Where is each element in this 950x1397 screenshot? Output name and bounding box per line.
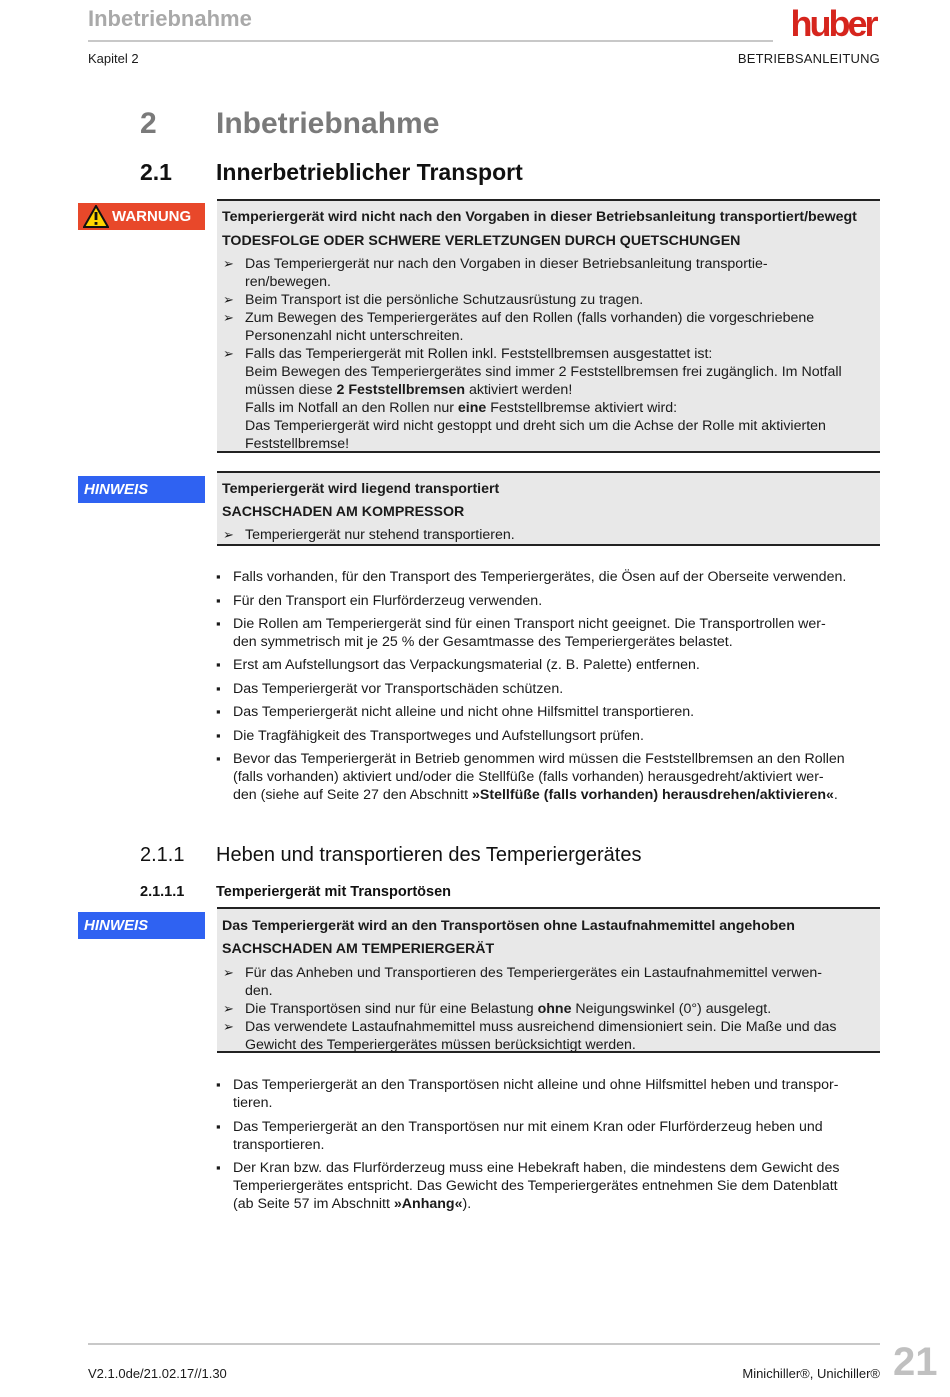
bullet-4-text: Erst am Aufstellungsort das Verpackungsmaterial (z. B. Palette) entfernen. xyxy=(233,657,700,673)
cross-reference-link[interactable]: »Anhang« xyxy=(393,1196,463,1212)
hinweis-2-item-1-line-2: den. xyxy=(245,983,273,999)
footer-version: V2.1.0de/21.02.17//1.30 xyxy=(88,1366,227,1381)
chapter-title: Inbetriebnahme xyxy=(216,107,440,140)
hinweis-box-1 xyxy=(217,471,880,546)
arrow-icon: ➢ xyxy=(223,1001,234,1016)
hinweis-2-item-3-line-2: Gewicht des Temperiergerätes müssen berücksichtigt werden. xyxy=(245,1037,636,1053)
section-title: Innerbetrieblicher Transport xyxy=(216,159,523,185)
header-divider xyxy=(88,40,773,42)
chapter-number: 2 xyxy=(140,107,157,140)
warning-item-4-line-2: Beim Bewegen des Temperiergerätes sind immer 2 Feststellbremsen frei zugänglich. Im Notfall xyxy=(245,364,842,380)
bullet-icon: ▪ xyxy=(216,1077,221,1092)
warning-label xyxy=(78,203,205,230)
bullet-6-text: Das Temperiergerät nicht alleine und nicht ohne Hilfsmittel transportieren. xyxy=(233,704,695,720)
cross-reference-link[interactable]: »Stellfüße (falls vorhanden) herausdrehen/aktivieren« xyxy=(472,787,834,803)
bullet-icon: ▪ xyxy=(216,681,221,696)
arrow-icon: ➢ xyxy=(223,310,234,325)
arrow-icon: ➢ xyxy=(223,346,234,361)
page-number: 21 xyxy=(893,1340,938,1384)
warning-item-3-line-1: Zum Bewegen des Temperiergerätes auf den Rollen (falls vorhanden) die vorgeschriebene xyxy=(245,310,815,326)
footer-divider xyxy=(88,1343,880,1345)
bullet-8-line-1: Bevor das Temperiergerät in Betrieb genommen wird müssen die Feststellbremsen an den Rollen xyxy=(233,751,845,767)
bullet-icon: ▪ xyxy=(216,704,221,719)
hinweis-2-consequence: SACHSCHADEN AM TEMPERIERGERÄT xyxy=(222,941,495,957)
warning-item-2: Beim Transport ist die persönliche Schutzausrüstung zu tragen. xyxy=(245,292,644,308)
hinweis-2-item-1-line-1: Für das Anheben und Transportieren des Temperiergerätes ein Lastaufnahmemittel verwen- xyxy=(245,965,823,981)
bullet-icon: ▪ xyxy=(216,1160,221,1175)
bullet-icon: ▪ xyxy=(216,657,221,672)
hinweis-2-item-2: Die Transportösen sind nur für eine Belastung ohne Neigungswinkel (0°) ausgelegt. xyxy=(245,1001,772,1017)
hinweis-label-text: HINWEIS xyxy=(84,481,149,498)
bullet-2-3-line-2: Temperiergerätes entspricht. Das Gewicht des Temperiergerätes entnehmen Sie dem Datenblatt xyxy=(233,1178,838,1194)
warning-label-text: WARNUNG xyxy=(112,208,192,225)
bullet-3-line-2: den symmetrisch mit je 25 % der Gesamtmasse des Temperiergerätes belastet. xyxy=(233,634,733,650)
subsubsection-number: 2.1.1.1 xyxy=(140,884,185,900)
bullet-2-2-line-1: Das Temperiergerät an den Transportösen nur mit einem Kran oder Flurförderzeug heben und xyxy=(233,1119,823,1135)
warning-item-4-line-3: müssen diese 2 Feststellbremsen aktiviert werden! xyxy=(245,382,573,398)
arrow-icon: ➢ xyxy=(223,292,234,307)
bullet-2-2-line-2: transportieren. xyxy=(233,1137,325,1153)
bullet-icon: ▪ xyxy=(216,728,221,743)
bullet-8-line-3: den (siehe auf Seite 27 den Abschnitt »Stellfüße (falls vorhanden) herausdrehen/aktivieren«. xyxy=(233,787,838,803)
bullet-icon: ▪ xyxy=(216,593,221,608)
bullet-2-1-line-1: Das Temperiergerät an den Transportösen nicht alleine und ohne Hilfsmittel heben und transpor- xyxy=(233,1077,839,1093)
bullet-icon: ▪ xyxy=(216,1119,221,1134)
hinweis-1-item-1: Temperiergerät nur stehend transportieren. xyxy=(245,527,515,543)
footer-product: Minichiller®, Unichiller® xyxy=(742,1366,880,1381)
arrow-icon: ➢ xyxy=(223,965,234,980)
bullet-8-line-2: (falls vorhanden) aktiviert und/oder die Stellfüße (falls vorhanden) herausgedreht/aktiviert wer- xyxy=(233,769,824,785)
arrow-icon: ➢ xyxy=(223,1019,234,1034)
hinweis-box-2 xyxy=(217,907,880,1053)
hinweis-2-title: Das Temperiergerät wird an den Transportösen ohne Lastaufnahmemittel angehoben xyxy=(222,918,795,934)
bullet-2-text: Für den Transport ein Flurförderzeug verwenden. xyxy=(233,593,543,609)
hinweis-label xyxy=(78,476,205,503)
section-number: 2.1 xyxy=(140,159,172,185)
bullet-3-line-1: Die Rollen am Temperiergerät sind für einen Transport nicht geeignet. Die Transportrollen wer- xyxy=(233,616,826,632)
subsubsection-title: Temperiergerät mit Transportösen xyxy=(216,884,452,900)
warning-item-4-line-4: Falls im Notfall an den Rollen nur eine Feststellbremse aktiviert wird: xyxy=(245,400,678,416)
warning-title: Temperiergerät wird nicht nach den Vorgaben in dieser Betriebsanleitung transportiert/bewegt xyxy=(222,209,857,225)
header-document-type: BETRIEBSANLEITUNG xyxy=(737,51,880,66)
subsection-number: 2.1.1 xyxy=(140,844,185,866)
hinweis-1-consequence: SACHSCHADEN AM KOMPRESSOR xyxy=(222,504,465,520)
bullet-7-text: Die Tragfähigkeit des Transportweges und Aufstellungsort prüfen. xyxy=(233,728,644,744)
warning-item-4-line-6: Feststellbremse! xyxy=(245,436,350,452)
header-chapter: Kapitel 2 xyxy=(88,51,139,66)
bullet-2-3-line-3: (ab Seite 57 im Abschnitt »Anhang«). xyxy=(233,1196,472,1212)
bullet-2-3-line-1: Der Kran bzw. das Flurförderzeug muss eine Hebekraft haben, die mindestens dem Gewicht des xyxy=(233,1160,840,1176)
arrow-icon: ➢ xyxy=(223,527,234,542)
hinweis-label-text: HINWEIS xyxy=(84,917,149,934)
warning-item-3-line-2: Personenzahl nicht unterschreiten. xyxy=(245,328,464,344)
warning-item-1-line-1: Das Temperiergerät nur nach den Vorgaben in dieser Betriebsanleitung transportie- xyxy=(245,256,768,272)
bullet-1-text: Falls vorhanden, für den Transport des Temperiergerätes, die Ösen auf der Oberseite verwenden. xyxy=(233,569,847,585)
warning-triangle-icon xyxy=(83,205,109,228)
warning-item-1-line-2: ren/bewegen. xyxy=(245,274,331,290)
bullet-icon: ▪ xyxy=(216,569,221,584)
hinweis-1-title: Temperiergerät wird liegend transportiert xyxy=(222,481,500,497)
subsection-title: Heben und transportieren des Temperiergerätes xyxy=(216,844,642,866)
bullet-2-1-line-2: tieren. xyxy=(233,1095,273,1111)
huber-logo xyxy=(786,7,880,41)
arrow-icon: ➢ xyxy=(223,256,234,271)
bullet-5-text: Das Temperiergerät vor Transportschäden schützen. xyxy=(233,681,564,697)
header-title: Inbetriebnahme xyxy=(88,6,252,31)
hinweis-label xyxy=(78,912,205,939)
bullet-icon: ▪ xyxy=(216,751,221,766)
warning-item-4-line-5: Das Temperiergerät wird nicht gestoppt und dreht sich um die Achse der Rolle mit aktivierten xyxy=(245,418,826,434)
logo-text: huber xyxy=(790,7,876,41)
bullet-icon: ▪ xyxy=(216,616,221,631)
warning-item-4-line-1: Falls das Temperiergerät mit Rollen inkl. Feststellbremsen ausgestattet ist: xyxy=(245,346,713,362)
warning-consequence: TODESFOLGE ODER SCHWERE VERLETZUNGEN DURCH QUETSCHUNGEN xyxy=(222,233,741,249)
hinweis-2-item-3-line-1: Das verwendete Lastaufnahmemittel muss ausreichend dimensioniert sein. Die Maße und das xyxy=(245,1019,837,1035)
warning-box xyxy=(217,199,880,453)
